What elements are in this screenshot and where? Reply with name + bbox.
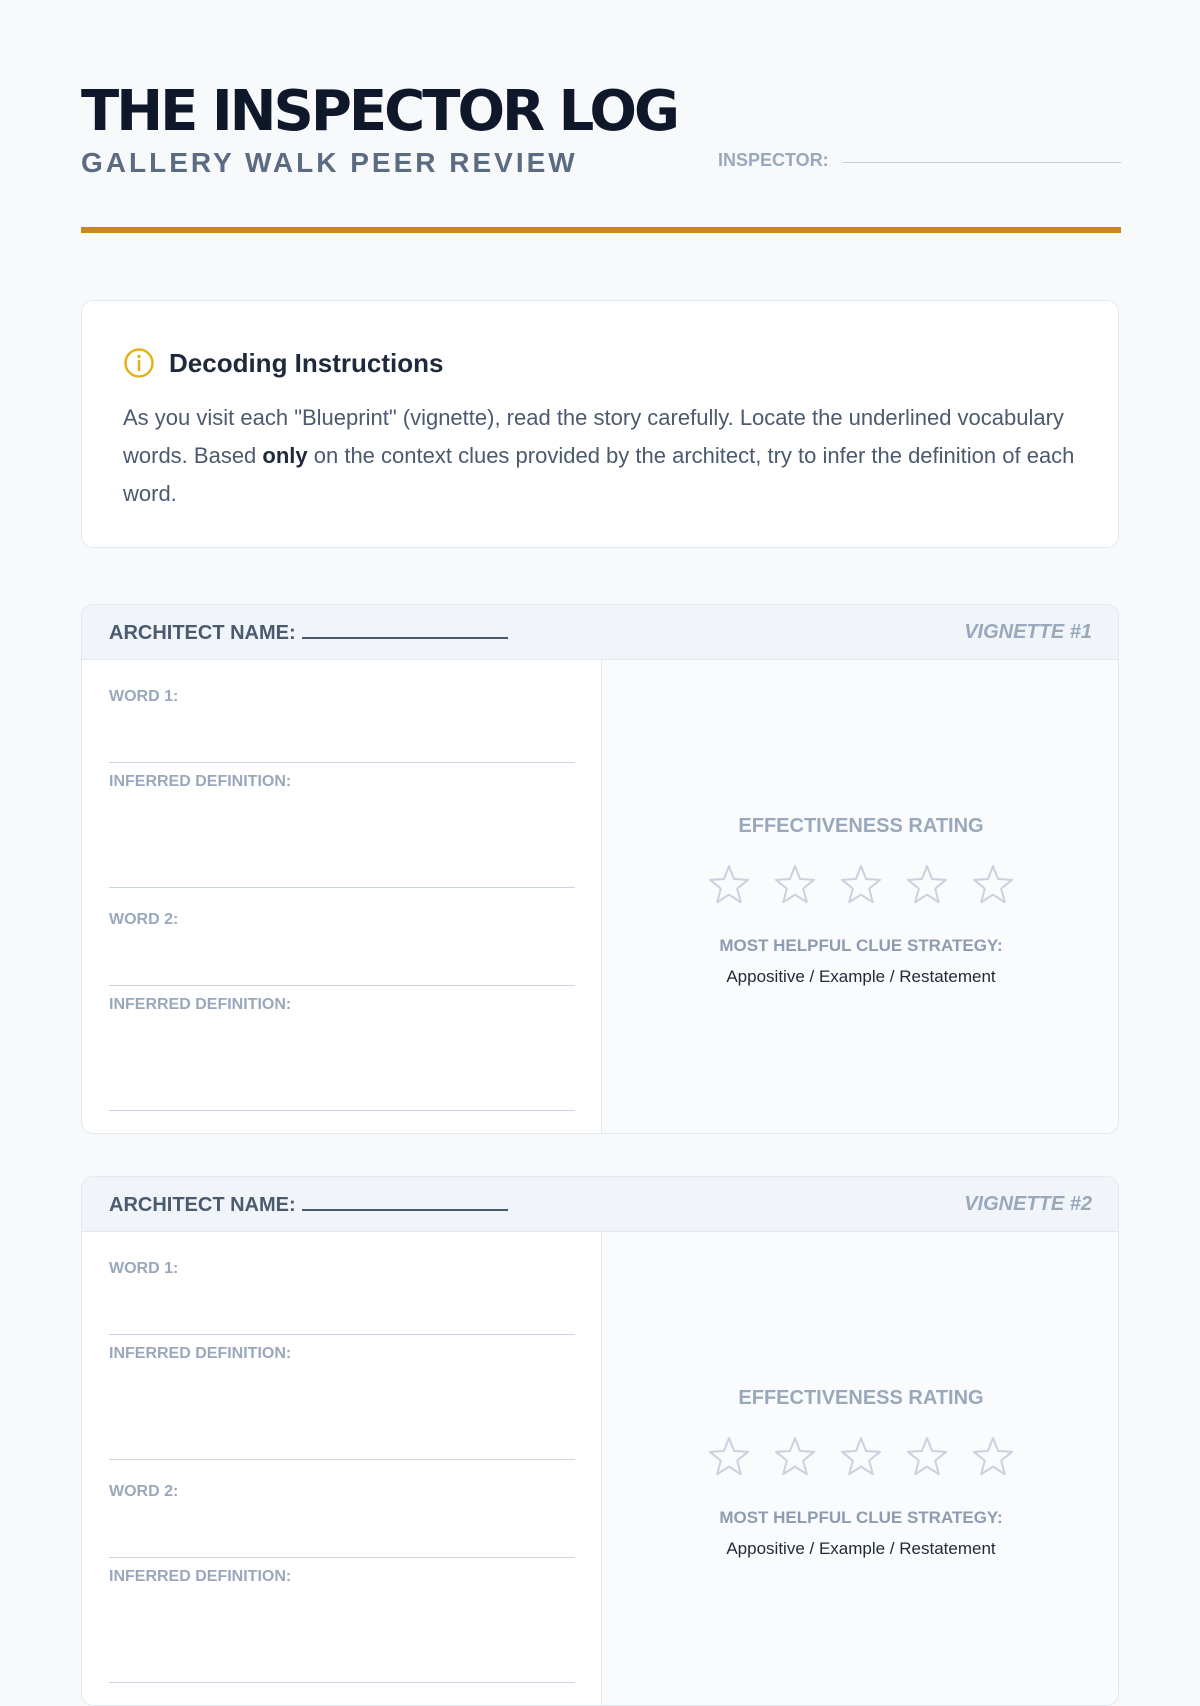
clue-strategy-label: MOST HELPFUL CLUE STRATEGY: [719, 1508, 1003, 1527]
word-2-line[interactable] [109, 985, 575, 986]
architect-name-blank[interactable] [302, 621, 508, 639]
star-icon[interactable] [839, 1435, 883, 1479]
definition-2-line[interactable] [109, 1110, 575, 1111]
star-icon[interactable] [971, 1435, 1015, 1479]
inspector-name-line[interactable] [843, 162, 1121, 163]
word-2-line[interactable] [109, 1557, 575, 1558]
page-title: THE INSPECTOR LOG [81, 79, 677, 144]
star-icon[interactable] [905, 863, 949, 907]
header-divider [81, 227, 1121, 233]
instructions-header [123, 347, 443, 379]
definition-1-line[interactable] [109, 887, 575, 888]
vignette-number: VIGNETTE #2 [964, 1193, 1092, 1215]
definition-2-line[interactable] [109, 1682, 575, 1683]
vignette-card [81, 1176, 1119, 1706]
word-1-label: WORD 1: [109, 688, 179, 705]
rating-panel [602, 660, 1118, 1133]
star-icon[interactable] [707, 863, 751, 907]
definition-1-line[interactable] [109, 1459, 575, 1460]
star-rating [602, 1435, 1119, 1479]
vocabulary-fields [82, 660, 602, 1133]
vignette-number: VIGNETTE #1 [964, 621, 1092, 643]
vocabulary-fields [82, 1232, 602, 1705]
effectiveness-rating-label: EFFECTIVENESS RATING [738, 1387, 984, 1409]
star-icon[interactable] [905, 1435, 949, 1479]
architect-name-label: ARCHITECT NAME: [109, 1194, 296, 1216]
star-icon[interactable] [773, 863, 817, 907]
instructions-text-part1: As you visit each "Blueprint" (vignette), read the story carefully. Locate the underlined vocabulary words. Based [123, 405, 1064, 468]
star-icon[interactable] [839, 863, 883, 907]
rating-panel [602, 1232, 1118, 1705]
architect-name-blank[interactable] [302, 1193, 508, 1211]
definition-1-label: INFERRED DEFINITION: [109, 1345, 292, 1362]
architect-name-label: ARCHITECT NAME: [109, 622, 296, 644]
word-2-label: WORD 2: [109, 1483, 179, 1500]
vignette-card-header [82, 1177, 1118, 1232]
definition-2-label: INFERRED DEFINITION: [109, 996, 292, 1013]
vignette-card [81, 604, 1119, 1134]
instructions-text [123, 399, 1083, 513]
word-2-label: WORD 2: [109, 911, 179, 928]
inspector-field [718, 148, 1121, 172]
definition-2-label: INFERRED DEFINITION: [109, 1568, 292, 1585]
clue-strategy-options[interactable]: Appositive / Example / Restatement [726, 967, 996, 986]
star-icon[interactable] [707, 1435, 751, 1479]
instructions-text-emphasis: only [262, 443, 308, 468]
star-rating [602, 863, 1119, 907]
architect-name-field [109, 1193, 508, 1217]
word-1-label: WORD 1: [109, 1260, 179, 1277]
star-icon[interactable] [773, 1435, 817, 1479]
effectiveness-rating-label: EFFECTIVENESS RATING [738, 815, 984, 837]
info-icon [123, 347, 155, 379]
clue-strategy-options[interactable]: Appositive / Example / Restatement [726, 1539, 996, 1558]
vignette-card-header [82, 605, 1118, 660]
word-1-line[interactable] [109, 1334, 575, 1335]
clue-strategy-label: MOST HELPFUL CLUE STRATEGY: [719, 936, 1003, 955]
star-icon[interactable] [971, 863, 1015, 907]
inspector-label: INSPECTOR: [718, 149, 829, 170]
architect-name-field [109, 621, 508, 645]
word-1-line[interactable] [109, 762, 575, 763]
definition-1-label: INFERRED DEFINITION: [109, 773, 292, 790]
instructions-title: Decoding Instructions [169, 347, 444, 378]
page-subtitle: GALLERY WALK PEER REVIEW [81, 147, 578, 178]
instructions-panel [81, 300, 1119, 548]
instructions-text-part2: on the context clues provided by the architect, try to infer the definition of each word. [123, 443, 1075, 506]
